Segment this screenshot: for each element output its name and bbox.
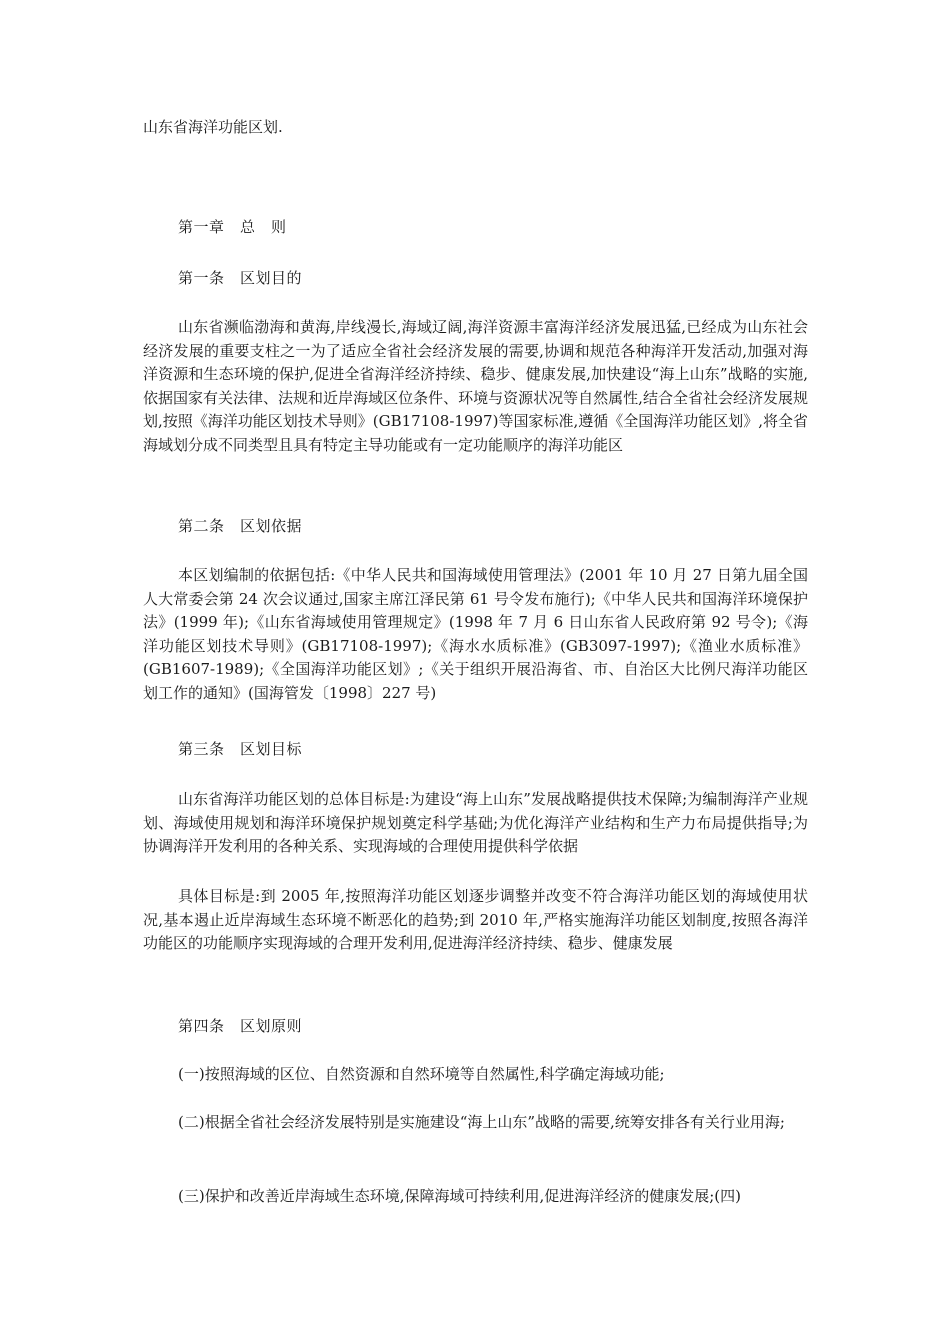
article-1-heading: 第一条 区划目的 [178,269,303,287]
article-4-heading: 第四条 区划原则 [178,1017,303,1035]
article-4-item-1: (一)按照海域的区位、自然资源和自然环境等自然属性,科学确定海域功能; [178,1065,665,1083]
article-3-heading: 第三条 区划目标 [178,740,303,758]
article-4-item-2: (二)根据全省社会经济发展特别是实施建设“海上山东”战略的需要,统筹安排各有关行业用海; [178,1113,785,1131]
article-4-item-3: (三)保护和改善近岸海域生态环境,保障海域可持续利用,促进海洋经济的健康发展;(四) [178,1187,742,1205]
document-title-line: 山东省海洋功能区划. [143,118,283,136]
article-3-paragraph-2: 具体目标是:到 2005 年,按照海洋功能区划逐步调整并改变不符合海洋功能区划的海域使用状况,基本遏止近岸海域生态环境不断恶化的趋势;到 2010 年,严格实施海洋功能区划制度,按照各海洋功能区的功能顺序实现海域的合理开发利用,促进海洋经济持续、稳步、健康发展 [143,887,808,952]
article-2-paragraph: 本区划编制的依据包括:《中华人民共和国海域使用管理法》(2001 年 10 月 27 日第九届全国人大常委会第 24 次会议通过,国家主席江泽民第 61 号令发布施行);《中华人民共和国海洋环境保护法》(1999 年);《山东省海域使用管理规定》(1998 年 7 月 6 日山东省人民政府第 92 号令);《海洋功能区划技术导则》(GB17108-1997);《海水水质标准》(GB3097-1997);《渔业水质标准》(GB1607-1989);《全国海洋功能区划》;《关于组织开展沿海省、市、自治区大比例尺海洋功能区划工作的通知》(国海管发〔1998〕227 号) [143,566,808,702]
article-2-heading: 第二条 区划依据 [178,517,303,535]
article-3-paragraph-1: 山东省海洋功能区划的总体目标是:为建设“海上山东”发展战略提供技术保障;为编制海洋产业规划、海域使用规划和海洋环境保护规划奠定科学基础;为优化海洋产业结构和生产力布局提供指导;为协调海洋开发利用的各种关系、实现海域的合理使用提供科学依据 [143,790,808,855]
chapter-heading: 第一章 总 则 [178,218,287,236]
article-1-paragraph: 山东省濒临渤海和黄海,岸线漫长,海域辽阔,海洋资源丰富海洋经济发展迅猛,已经成为山东社会经济发展的重要支柱之一为了适应全省社会经济发展的需要,协调和规范各种海洋开发活动,加强对海洋资源和生态环境的保护,促进全省海洋经济持续、稳步、健康发展,加快建设“海上山东”战略的实施,依据国家有关法律、法规和近岸海域区位条件、环境与资源状况等自然属性,结合全省社会经济发展规划,按照《海洋功能区划技术导则》(GB17108-1997)等国家标准,遵循《全国海洋功能区划》,将全省海域划分成不同类型且具有特定主导功能或有一定功能顺序的海洋功能区 [143,318,808,454]
